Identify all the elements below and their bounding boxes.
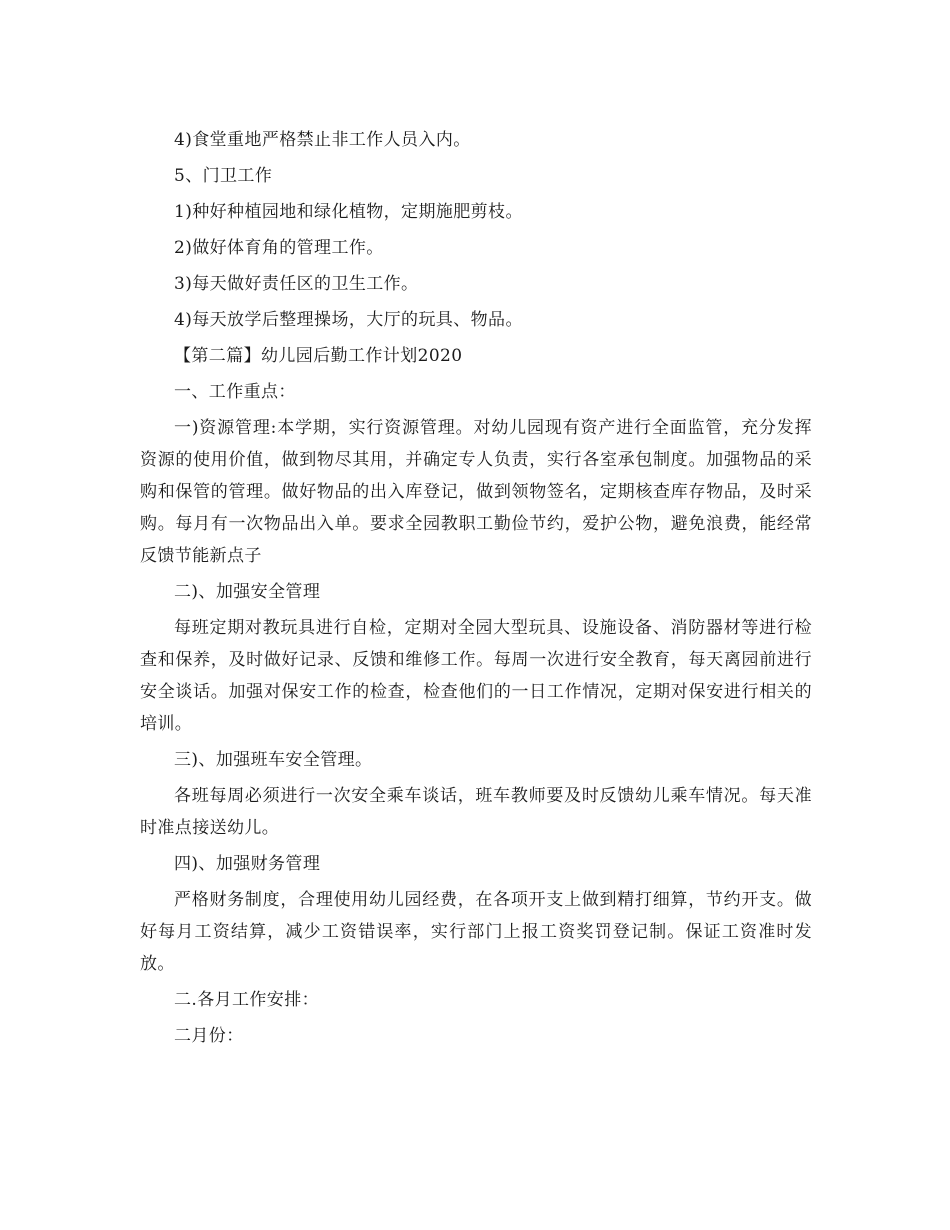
heading-work-focus: 一、工作重点： xyxy=(174,382,296,402)
heading-bus-safety: 三)、加强班车安全管理。 xyxy=(174,750,373,770)
paragraph-resource-management: 一)资源管理:本学期，实行资源管理。对幼儿园现有资产进行全面监管，充分发挥资源的使用价值，做到物尽其用，并确定专人负责，实行各室承包制度。加强物品的采购和保管的管理。做好物品的出入库登记，做到领物签名，定期核查库存物品，及时采购。每月有一次物品出入单。要求全园教职工勤俭节约，爱护公物，避免浪费，能经常反馈节能新点子 xyxy=(140,418,812,566)
paragraph-sports-corner: 2)做好体育角的管理工作。 xyxy=(174,238,384,258)
section-title-part-two: 【第二篇】幼儿园后勤工作计划2020 xyxy=(174,346,463,366)
heading-monthly-schedule: 二.各月工作安排： xyxy=(174,990,320,1010)
paragraph-hygiene-area: 3)每天做好责任区的卫生工作。 xyxy=(174,274,419,294)
paragraph-bus-safety: 各班每周必须进行一次安全乘车谈话，班车教师要及时反馈幼儿乘车情况。每天准时准点接送幼儿。 xyxy=(140,786,812,838)
heading-gatekeeper-work: 5、门卫工作 xyxy=(174,166,273,186)
paragraph-finance-management: 严格财务制度，合理使用幼儿园经费，在各项开支上做到精打细算，节约开支。做好每月工资结算，减少工资错误率，实行部门上报工资奖罚登记制。保证工资准时发放。 xyxy=(140,890,812,974)
heading-february: 二月份： xyxy=(174,1026,244,1046)
paragraph-safety-management: 每班定期对教玩具进行自检，定期对全园大型玩具、设施设备、消防器材等进行检查和保养，及时做好记录、反馈和维修工作。每周一次进行安全教育，每天离园前进行安全谈话。加强对保安工作的检查，检查他们的一日工作情况，定期对保安进行相关的培训。 xyxy=(140,618,812,734)
heading-finance-management: 四)、加强财务管理 xyxy=(174,854,321,874)
paragraph-canteen-rule: 4)食堂重地严格禁止非工作人员入内。 xyxy=(174,130,471,150)
paragraph-planting: 1)种好种植园地和绿化植物，定期施肥剪枝。 xyxy=(174,202,523,222)
heading-safety-management: 二)、加强安全管理 xyxy=(174,582,321,602)
paragraph-playground-tidy: 4)每天放学后整理操场，大厅的玩具、物品。 xyxy=(174,310,523,330)
document-page xyxy=(140,124,812,1052)
